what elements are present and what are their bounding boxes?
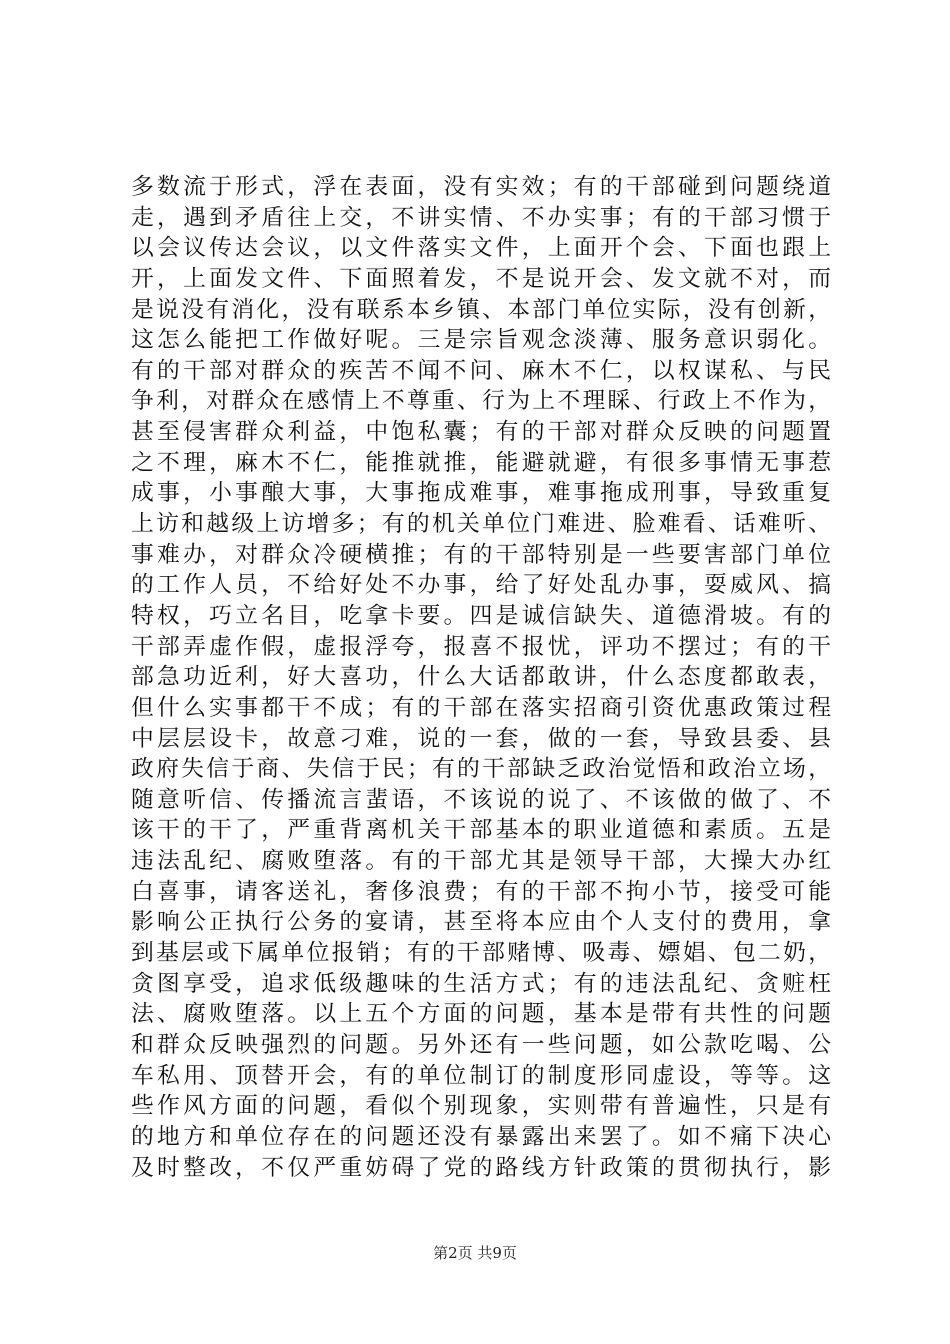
text-line: 以会议传达会议，以文件落实文件，上面开个会、下面也跟上: [131, 235, 831, 262]
text-line: 到基层或下属单位报销；有的干部赌博、吸毒、嫖娼、包二奶，: [131, 940, 831, 967]
text-line: 走，遇到矛盾往上交，不讲实情、不办实事；有的干部习惯于: [131, 204, 831, 231]
page-number-footer: 第2页 共9页: [433, 1244, 517, 1262]
text-line: 车私用、顶替开会，有的单位制订的制度形同虚设，等等。这: [131, 1062, 831, 1089]
text-line: 这怎么能把工作做好呢。三是宗旨观念淡薄、服务意识弱化。: [131, 327, 831, 354]
text-line: 贪图享受，追求低级趣味的生活方式；有的违法乱纪、贪赃枉: [131, 970, 831, 997]
text-line: 该干的干了，严重背离机关干部基本的职业道德和素质。五是: [131, 817, 831, 844]
text-line: 事难办，对群众冷硬横推；有的干部特别是一些要害部门单位: [131, 541, 831, 568]
text-line: 部急功近利，好大喜功，什么大话都敢讲，什么态度都敢表，: [131, 664, 831, 691]
text-line: 白喜事，请客送礼，奢侈浪费；有的干部不拘小节，接受可能: [131, 878, 831, 905]
text-line: 影响公正执行公务的宴请，甚至将本应由个人支付的费用，拿: [131, 909, 831, 936]
text-line: 有的干部对群众的疾苦不闻不问、麻木不仁，以权谋私、与民: [131, 357, 831, 384]
text-line: 开，上面发文件、下面照着发，不是说开会、发文就不对，而: [131, 265, 831, 292]
text-line: 争利，对群众在感情上不尊重、行为上不理睬、行政上不作为，: [131, 388, 831, 415]
text-line: 违法乱纪、腐败堕落。有的干部尤其是领导干部，大操大办红: [131, 848, 831, 875]
text-line: 多数流于形式，浮在表面，没有实效；有的干部碰到问题绕道: [131, 174, 831, 200]
text-line: 随意听信、传播流言蜚语，不该说的说了、不该做的做了、不: [131, 786, 831, 813]
text-line: 甚至侵害群众利益，中饱私囊；有的干部对群众反映的问题置: [131, 419, 831, 446]
text-line: 的地方和单位存在的问题还没有暴露出来罢了。如不痛下决心: [131, 1123, 831, 1150]
text-line: 但什么实事都干不成；有的干部在落实招商引资优惠政策过程: [131, 694, 831, 721]
text-line: 的工作人员，不给好处不办事，给了好处乱办事，耍威风、搞: [131, 572, 831, 599]
text-line: 些作风方面的问题，看似个别现象，实则带有普遍性，只是有: [131, 1093, 831, 1120]
text-line: 特权，巧立名目，吃拿卡要。四是诚信缺失、道德滑坡。有的: [131, 602, 831, 629]
text-line: 法、腐败堕落。以上五个方面的问题，基本是带有共性的问题: [131, 1001, 831, 1028]
text-line: 政府失信于商、失信于民；有的干部缺乏政治觉悟和政治立场，: [131, 756, 831, 783]
text-line: 成事，小事酿大事，大事拖成难事，难事拖成刑事，导致重复: [131, 480, 831, 507]
text-line: 上访和越级上访增多；有的机关单位门难进、脸难看、话难听、: [131, 511, 831, 538]
text-line: 是说没有消化，没有联系本乡镇、本部门单位实际，没有创新，: [131, 296, 831, 323]
text-line: 之不理，麻木不仁，能推就推，能避就避，有很多事情无事惹: [131, 449, 831, 476]
text-line: 及时整改，不仅严重妨碍了党的路线方针政策的贯彻执行，影: [131, 1154, 831, 1181]
body-paragraph: [131, 172, 831, 1183]
text-line: 和群众反映强烈的问题。另外还有一些问题，如公款吃喝、公: [131, 1031, 831, 1058]
text-line: 干部弄虚作假，虚报浮夸，报喜不报忧，评功不摆过；有的干: [131, 633, 831, 660]
text-line: 中层层设卡，故意刁难，说的一套，做的一套，导致县委、县: [131, 725, 831, 752]
